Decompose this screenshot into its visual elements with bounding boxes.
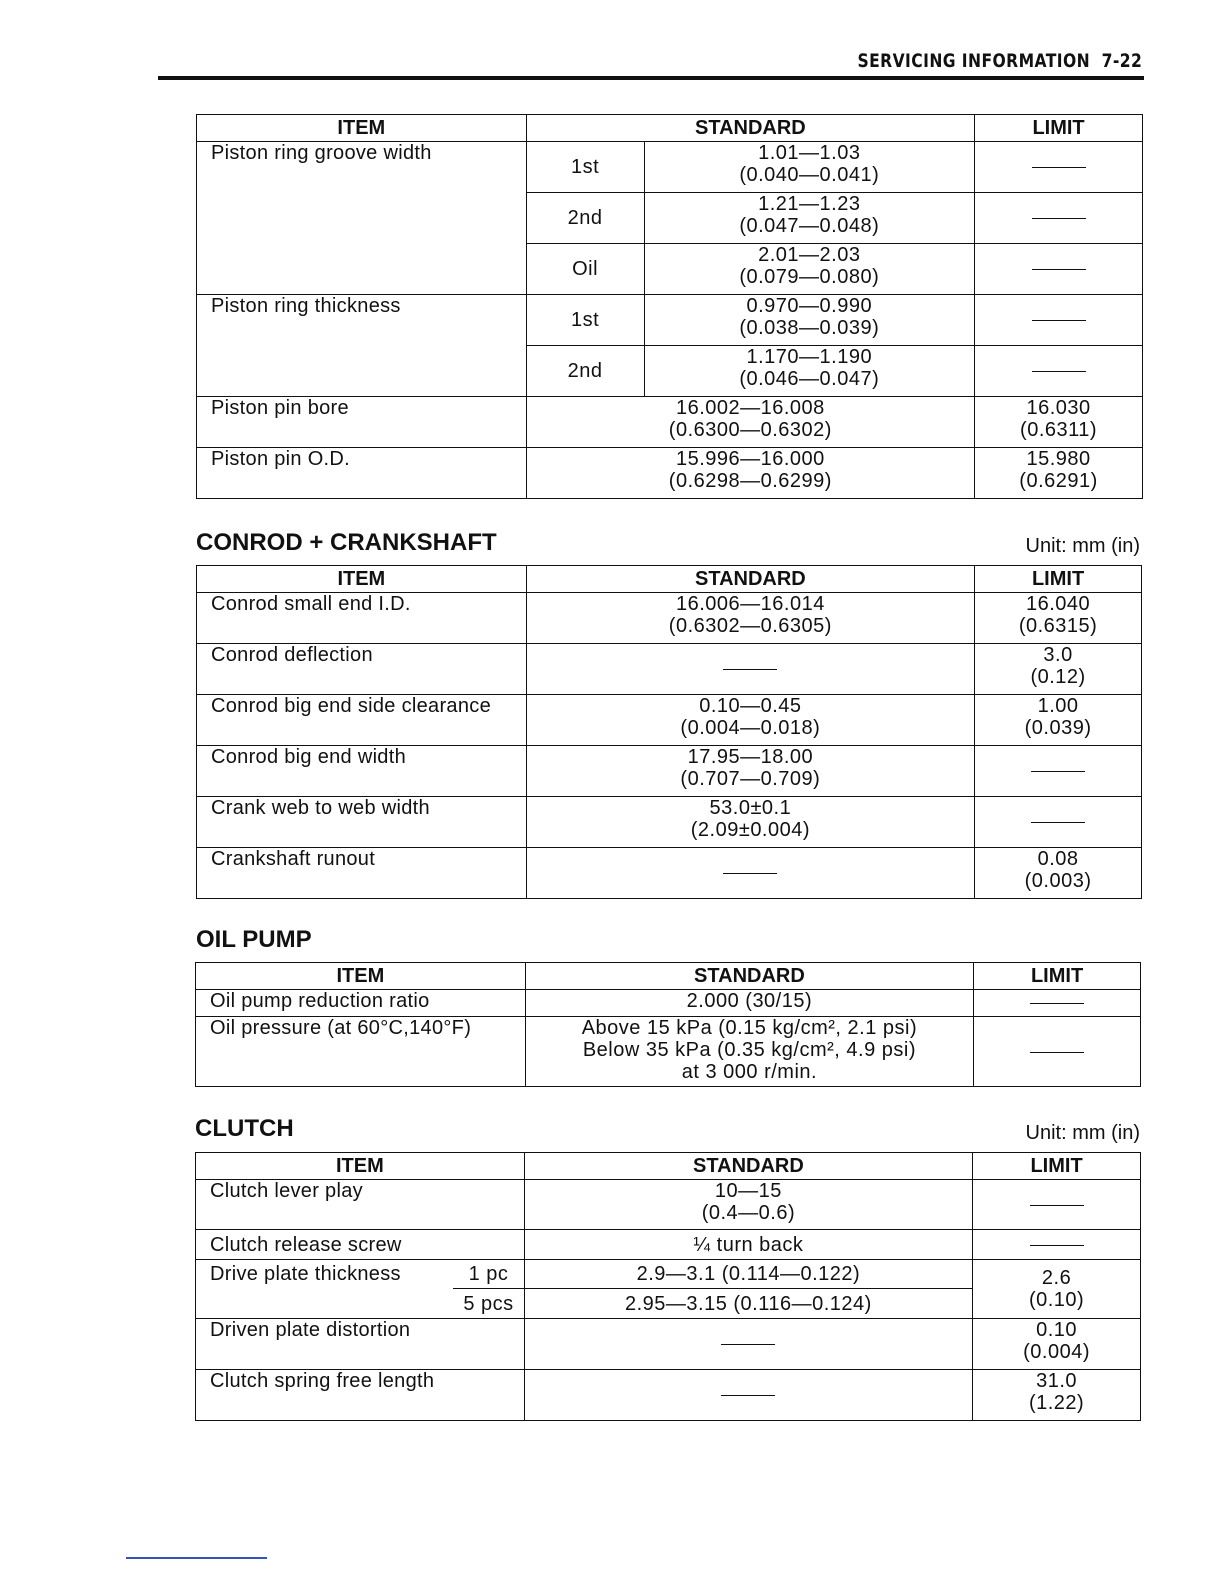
item-driven-plate-distortion: Driven plate distortion <box>196 1319 525 1370</box>
limit-dash <box>975 746 1142 797</box>
standard-value: 2.95—3.15 (0.116—0.124) <box>524 1289 972 1319</box>
unit-label: Unit: mm (in) <box>1025 1122 1140 1144</box>
col-header-standard: STANDARD <box>525 963 973 990</box>
limit-value: 0.08 (0.003) <box>975 848 1142 899</box>
item-ring-groove-width: Piston ring groove width <box>197 142 527 295</box>
item-drive-plate-thickness: Drive plate thickness <box>196 1260 454 1289</box>
drive-qty: 5 pcs <box>453 1289 524 1319</box>
col-header-item: ITEM <box>196 963 526 990</box>
oil-pump-spec-table <box>195 962 1141 1087</box>
standard-value: Above 15 kPa (0.15 kg/cm², 2.1 psi) Below 35 kPa (0.35 kg/cm², 4.9 psi) at 3 000 r/min. <box>525 1017 973 1087</box>
standard-value: 1.01—1.03 (0.040—0.041) <box>644 142 975 193</box>
standard-value: 15.996—16.000 (0.6298—0.6299) <box>526 448 974 499</box>
col-header-limit: LIMIT <box>973 1153 1141 1180</box>
item-conrod-big-end-width: Conrod big end width <box>197 746 527 797</box>
header-title: SERVICING INFORMATION <box>857 50 1090 72</box>
col-header-item: ITEM <box>196 1153 525 1180</box>
item-crankshaft-runout: Crankshaft runout <box>197 848 527 899</box>
ring-label: 1st <box>526 295 644 346</box>
limit-value: 16.040 (0.6315) <box>975 593 1142 644</box>
limit-dash <box>975 244 1143 295</box>
standard-value: 17.95—18.00 (0.707—0.709) <box>526 746 974 797</box>
limit-value: 1.00 (0.039) <box>975 695 1142 746</box>
ring-label: 2nd <box>526 193 644 244</box>
item-conrod-big-end-clearance: Conrod big end side clearance <box>197 695 527 746</box>
col-header-limit: LIMIT <box>975 115 1143 142</box>
item-ring-thickness: Piston ring thickness <box>197 295 527 397</box>
limit-value: 0.10 (0.004) <box>973 1319 1141 1370</box>
item-clutch-release-screw: Clutch release screw <box>196 1230 525 1260</box>
col-header-item: ITEM <box>197 566 527 593</box>
item-piston-pin-od: Piston pin O.D. <box>197 448 527 499</box>
item-crank-web-width: Crank web to web width <box>197 797 527 848</box>
ring-label: 2nd <box>526 346 644 397</box>
col-header-standard: STANDARD <box>526 566 974 593</box>
item-oil-pressure: Oil pressure (at 60°C,140°F) <box>196 1017 526 1087</box>
limit-dash <box>974 1017 1141 1087</box>
limit-dash <box>975 797 1142 848</box>
drive-qty: 1 pc <box>453 1260 524 1289</box>
standard-dash <box>524 1370 972 1421</box>
item-piston-pin-bore: Piston pin bore <box>197 397 527 448</box>
standard-value: 2.000 (30/15) <box>525 990 973 1017</box>
col-header-limit: LIMIT <box>974 963 1141 990</box>
piston-spec-table <box>196 114 1143 499</box>
standard-dash <box>524 1319 972 1370</box>
section-title-oil-pump: OIL PUMP <box>196 926 312 953</box>
item-clutch-lever-play: Clutch lever play <box>196 1180 525 1230</box>
col-header-standard: STANDARD <box>524 1153 972 1180</box>
item-conrod-deflection: Conrod deflection <box>197 644 527 695</box>
limit-value: 2.6 (0.10) <box>973 1260 1141 1319</box>
standard-value: 2.01—2.03 (0.079—0.080) <box>644 244 975 295</box>
section-title-conrod: CONROD + CRANKSHAFT <box>196 529 497 556</box>
ring-label: Oil <box>526 244 644 295</box>
col-header-item: ITEM <box>197 115 527 142</box>
drive-plate-spacer <box>196 1289 454 1319</box>
col-header-limit: LIMIT <box>975 566 1142 593</box>
page-number: 7-22 <box>1101 50 1142 72</box>
item-oil-pump-ratio: Oil pump reduction ratio <box>196 990 526 1017</box>
footer-rule <box>126 1557 267 1559</box>
limit-dash <box>975 295 1143 346</box>
col-header-standard: STANDARD <box>526 115 974 142</box>
limit-value: 3.0 (0.12) <box>975 644 1142 695</box>
limit-value: 16.030 (0.6311) <box>975 397 1143 448</box>
limit-dash <box>975 346 1143 397</box>
standard-value: 1.21—1.23 (0.047—0.048) <box>644 193 975 244</box>
page-header <box>158 46 1144 80</box>
standard-value: 0.970—0.990 (0.038—0.039) <box>644 295 975 346</box>
standard-value: 2.9—3.1 (0.114—0.122) <box>524 1260 972 1289</box>
item-conrod-small-end: Conrod small end I.D. <box>197 593 527 644</box>
standard-value: 16.006—16.014 (0.6302—0.6305) <box>526 593 974 644</box>
item-clutch-spring-length: Clutch spring free length <box>196 1370 525 1421</box>
limit-value: 15.980 (0.6291) <box>975 448 1143 499</box>
standard-value: ¼ turn back <box>524 1230 972 1260</box>
standard-value: 16.002—16.008 (0.6300—0.6302) <box>526 397 974 448</box>
standard-value: 1.170—1.190 (0.046—0.047) <box>644 346 975 397</box>
limit-dash <box>975 142 1143 193</box>
limit-dash <box>973 1180 1141 1230</box>
clutch-spec-table <box>195 1152 1141 1421</box>
standard-value: 10—15 (0.4—0.6) <box>524 1180 972 1230</box>
standard-dash <box>526 644 974 695</box>
standard-value: 53.0±0.1 (2.09±0.004) <box>526 797 974 848</box>
limit-dash <box>973 1230 1141 1260</box>
header-title-block <box>857 50 1142 72</box>
standard-value: 0.10—0.45 (0.004—0.018) <box>526 695 974 746</box>
limit-dash <box>974 990 1141 1017</box>
standard-dash <box>526 848 974 899</box>
limit-dash <box>975 193 1143 244</box>
section-title-clutch: CLUTCH <box>195 1115 294 1142</box>
ring-label: 1st <box>526 142 644 193</box>
limit-value: 31.0 (1.22) <box>973 1370 1141 1421</box>
conrod-spec-table <box>196 565 1142 899</box>
unit-label: Unit: mm (in) <box>1025 535 1140 557</box>
